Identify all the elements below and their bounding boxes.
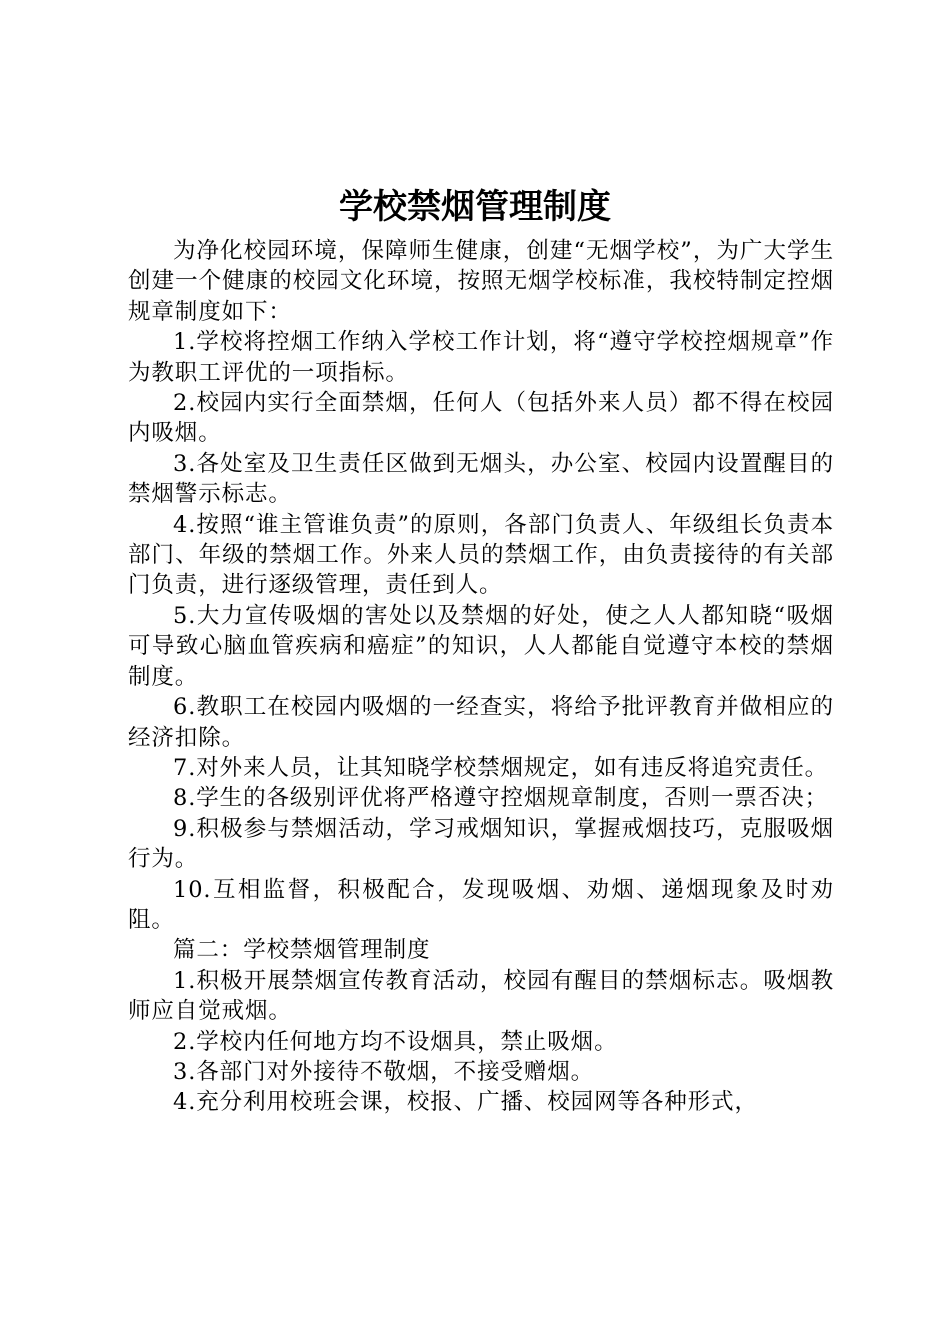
section2-item-4: 4.充分利用校班会课，校报、广播、校园网等各种形式， (173, 1089, 758, 1116)
rule-item-4: 4.按照“谁主管谁负责”的原则，各部门负责人、年级组长负责本部门、年级的禁烟工作。外来人员的禁烟工作，由负责接待的有关部门负责，进行逐级管理，责任到人。 (128, 511, 834, 599)
rule-item-1: 1.学校将控烟工作纳入学校工作计划，将“遵守学校控烟规章”作为教职工评优的一项指标。 (128, 329, 834, 386)
document-title: 学校禁烟管理制度 (339, 187, 611, 227)
document-body (128, 236, 834, 1118)
rule-item-6: 6.教职工在校园内吸烟的一经查实，将给予批评教育并做相应的经济扣除。 (128, 694, 834, 751)
rule-item-7: 7.对外来人员，让其知晓学校禁烟规定，如有违反将追究责任。 (173, 754, 829, 781)
rule-item-9: 9.积极参与禁烟活动，学习戒烟知识，掌握戒烟技巧，克服吸烟行为。 (128, 815, 834, 873)
rule-item-2: 2.校园内实行全面禁烟，任何人（包括外来人员）都不得在校园内吸烟。 (128, 390, 834, 447)
rule-item-3: 3.各处室及卫生责任区做到无烟头，办公室、校园内设置醒目的禁烟警示标志。 (128, 450, 834, 508)
section2-item-2: 2.学校内任何地方均不设烟具，禁止吸烟。 (173, 1028, 618, 1055)
rule-item-8: 8.学生的各级别评优将严格遵守控烟规章制度，否则一票否决； (173, 785, 829, 812)
section-heading: 篇二：学校禁烟管理制度 (173, 937, 431, 964)
section2-item-1: 1.积极开展禁烟宣传教育活动，校园有醒目的禁烟标志。吸烟教师应自觉戒烟。 (128, 967, 834, 1025)
rule-item-10: 10.互相监督，积极配合，发现吸烟、劝烟、递烟现象及时劝阻。 (128, 876, 834, 933)
intro-paragraph: 为净化校园环境，保障师生健康，创建“无烟学校”，为广大学生创建一个健康的校园文化环境，按照无烟学校标准，我校特制定控烟规章制度如下： (128, 238, 834, 325)
section2-item-3: 3.各部门对外接待不敬烟，不接受赠烟。 (173, 1058, 595, 1085)
rule-item-5: 5.大力宣传吸烟的害处以及禁烟的好处，使之人人都知晓“吸烟可导致心脑血管疾病和癌症”的知识，人人都能自觉遵守本校的禁烟制度。 (128, 602, 834, 690)
